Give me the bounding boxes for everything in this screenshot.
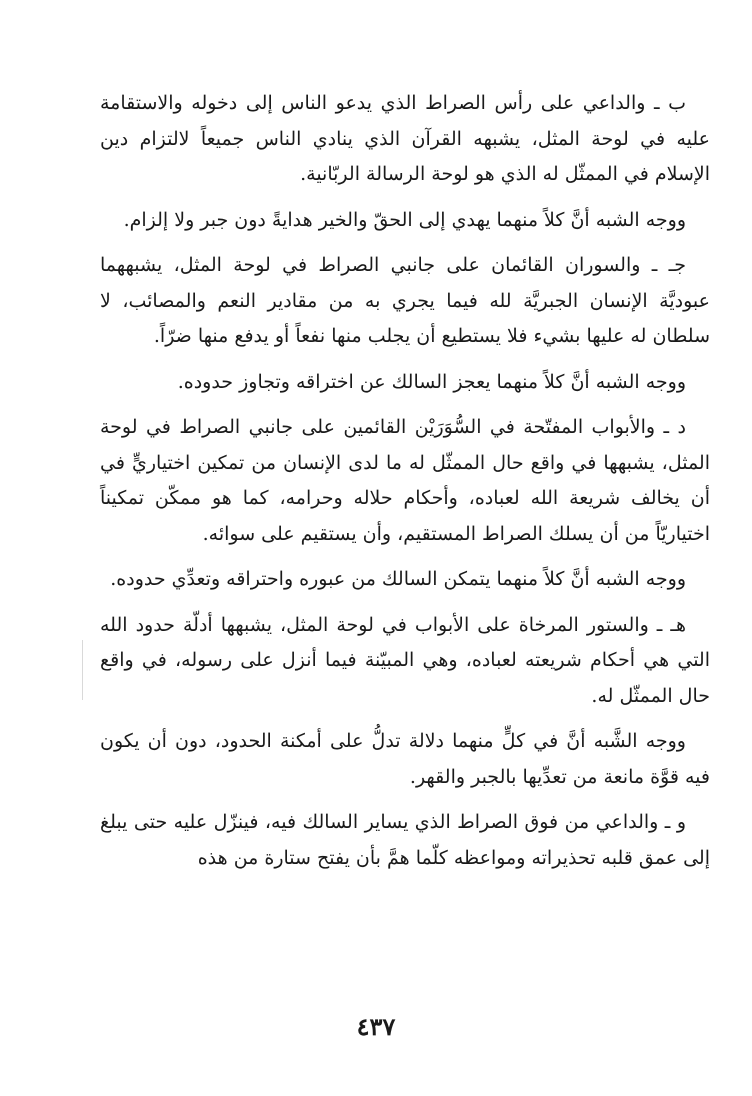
paragraph-w: و ـ والداعي من فوق الصراط الذي يساير السالك فيه، فينزّل عليه حتى يبلغ إلى عمق قلبه تحذيراته ومواعظه كلّما همَّ بأن يفتح ستارة من هذه (100, 811, 710, 869)
paragraph-j-likeness: ووجه الشبه أنَّ كلاً منهما يعجز السالك عن اختراقه وتجاوز حدوده. (177, 370, 686, 393)
paragraph-h: هـ ـ والستور المرخاة على الأبواب في لوحة المثل، يشبهها أدلّة حدود الله التي هي أحكام شريعته لعباده، وهي المبيّنة فيما أنزل على رسوله، في واقع حال الممثّل له. (100, 613, 710, 707)
gutter-line (82, 640, 83, 700)
paragraph-d-likeness: ووجه الشبه أنَّ كلاً منهما يتمكن السالك من عبوره واحتراقه وتعدِّي حدوده. (110, 568, 686, 590)
paragraph-b-likeness: ووجه الشبه أنَّ كلاً منهما يهدي إلى الحقّ والخير هدايةً دون جبر ولا إلزام. (123, 208, 686, 231)
paragraph-j: جـ ـ والسوران القائمان على جانبي الصراط في لوحة المثل، يشبههما عبوديَّة الإنسان الجبريَّة لله فيما يجري به من مقادير النعم والمصائب، لا سلطان له عليها بشيء فلا يستطيع أن يجلب منها نفعاً أو يدفع منها ضرّاً. (100, 254, 710, 347)
paragraph-b: ب ـ والداعي على رأس الصراط الذي يدعو الناس إلى دخوله والاستقامة عليه في لوحة المثل، يشبهه القرآن الذي ينادي الناس جميعاً لالتزام دين الإسلام في الممثّل له الذي هو لوحة الرسالة الربّانية. (100, 92, 710, 185)
page-number: ٤٣٧ (356, 1012, 396, 1041)
paragraph-h-likeness: ووجه الشَّبه أنَّ في كلٍّ منهما دلالة تدلُّ على أمكنة الحدود، دون أن يكون فيه قوَّة مانعة من تعدِّيها بالجبر والقهر. (100, 730, 710, 788)
paragraph-d: د ـ والأبواب المفتّحة في السُّوَرَيْن القائمين على جانبي الصراط في لوحة المثل، يشبهها في واقع حال الممثّل له ما لدى الإنسان من تمكين اختياريٍّ في أن يخالف شريعة الله لعباده، وأحكام حلاله وحرامه، كما هو ممكّن تمكيناً اختياريّاً من أن يسلك الصراط المستقيم، وأن يستقيم على سوائه. (100, 416, 710, 545)
body-text (100, 86, 710, 886)
